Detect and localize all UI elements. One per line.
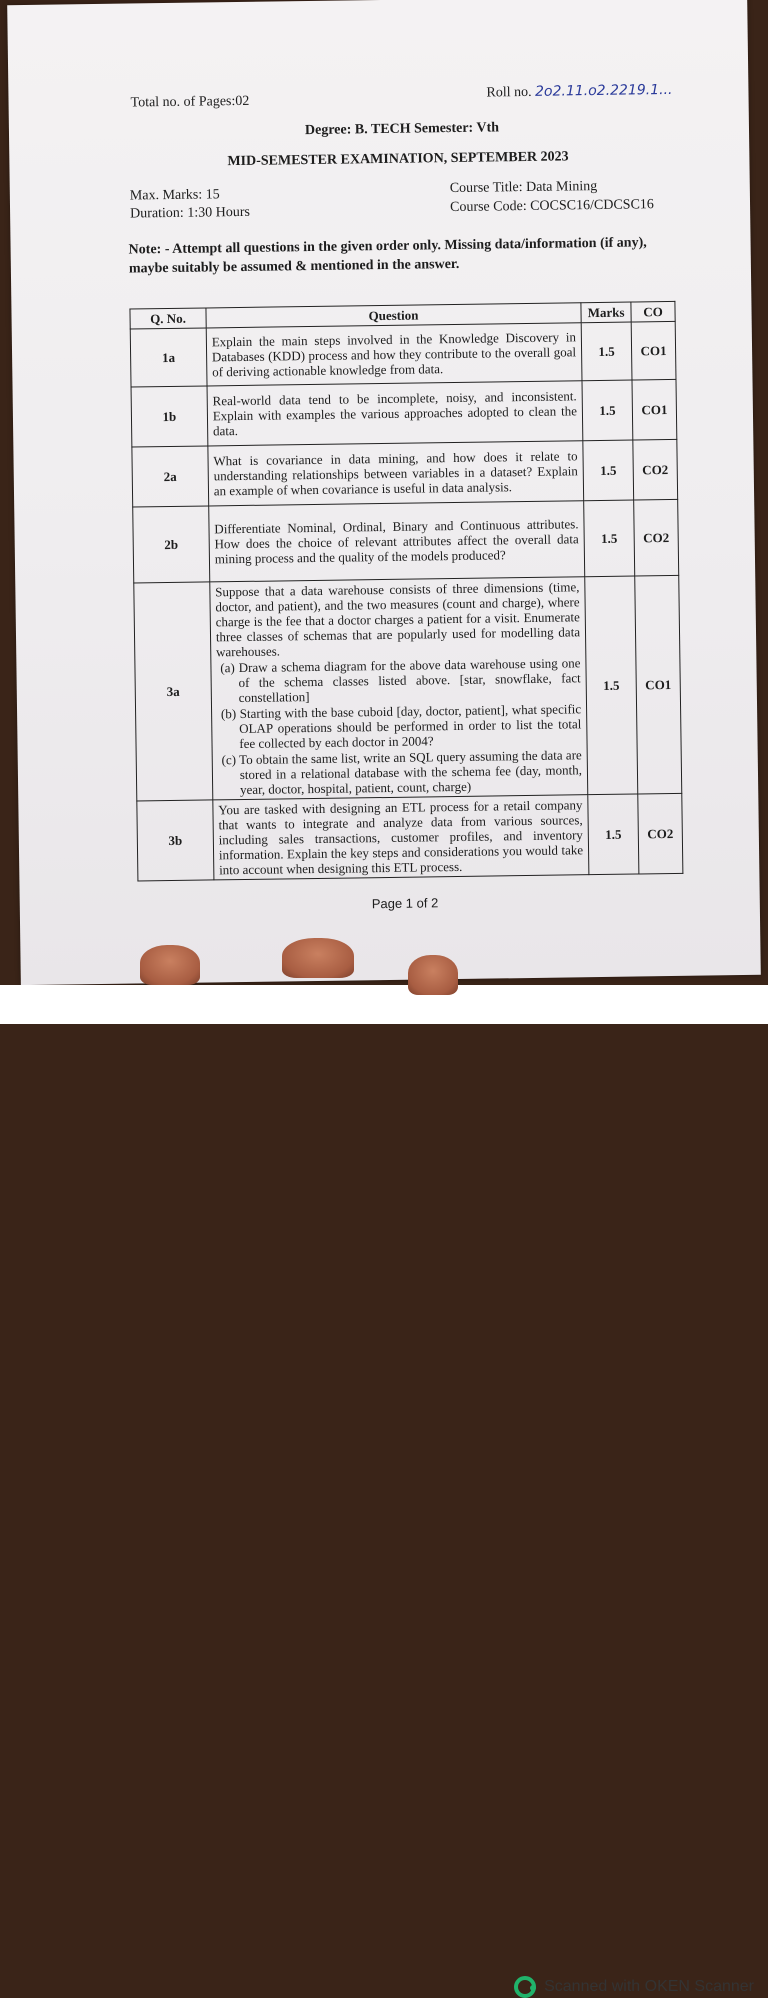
course-title: Course Title: Data Mining — [449, 178, 598, 197]
exam-title: MID-SEMESTER EXAMINATION, SEPTEMBER 2023 — [227, 149, 569, 170]
question-number: 1a — [130, 328, 207, 387]
question-marks: 1.5 — [581, 322, 632, 381]
course-code: Course Code: COCSC16/CDCSC16 — [449, 197, 654, 216]
roll-number — [486, 82, 672, 102]
question-number: 3a — [134, 582, 213, 801]
question-marks: 1.5 — [582, 380, 633, 441]
scanner-badge — [514, 1976, 754, 1998]
degree-line: Degree: B. TECH Semester: Vth — [304, 120, 500, 139]
exam-note: Note: - Attempt all questions in the given order only. Missing data/information (if any), maybe suitably be assumed & mentioned in the answer. — [128, 235, 647, 277]
finger-middle — [282, 938, 354, 978]
table-row — [132, 439, 678, 507]
question-number: 2b — [133, 506, 210, 583]
question-number: 1b — [131, 386, 208, 447]
sub-question-a: (a) Draw a schema diagram for the above data warehouse using one of the schema classes listed above. [star, snowflake, fact constellation] — [220, 655, 581, 706]
duration: Duration: 1:30 Hours — [130, 204, 250, 222]
question-text: Suppose that a data warehouse consists of three dimensions (time, doctor, and patient), and the two measures (count and charge), where charge is the fee that a doctor charges a patient for a visit. Enumerate three classes of schemas that are popularly used for modelling data warehouses. — [215, 579, 581, 660]
table-row — [137, 793, 683, 881]
question-co: CO1 — [632, 379, 677, 440]
scanner-label: Scanned with OKEN Scanner — [544, 1978, 754, 1995]
scanner-footer — [0, 985, 768, 1995]
header-question: Question — [206, 303, 581, 328]
page-number: Page 1 of 2 — [371, 895, 439, 912]
roll-label: Roll no. — [486, 84, 532, 101]
total-pages: Total no. of Pages:02 — [130, 93, 250, 111]
question-co: CO2 — [634, 499, 679, 576]
question-text: Real-world data tend to be incomplete, noisy, and inconsistent. Explain with examples the various approaches adopted to clean the data. — [207, 381, 583, 446]
question-number: 3b — [137, 800, 214, 881]
question-co: CO2 — [638, 793, 683, 874]
question-marks: 1.5 — [585, 576, 638, 795]
sub-question-c: (c) To obtain the same list, write an SQL query assuming the data are stored in a relational database with the schema fee (day, month, year, doctor, hospital, patient, count, charge) — [221, 747, 583, 798]
header-co: CO — [631, 301, 675, 322]
sub-question-b: (b) Starting with the base cuboid [day, doctor, patient], what specific OLAP operations should be performed in order to list the total fee collected by each doctor in 2004? — [220, 701, 582, 752]
table-row — [133, 499, 679, 583]
table-row — [134, 575, 682, 801]
question-text: You are tasked with designing an ETL process for a retail company that wants to integrate and analyze data from various sources, including sales transactions, customer profiles, and inventory information. Explain the key steps and considerations you would take into account when designing this ETL process. — [213, 795, 589, 880]
question-table — [129, 301, 683, 882]
question-marks: 1.5 — [584, 500, 635, 577]
question-text: Differentiate Nominal, Ordinal, Binary and Continuous attributes. How does the choice of relevant attributes affect the overall data mining process and the quality of the models produced? — [209, 501, 585, 582]
table-row — [131, 379, 677, 447]
question-co: CO1 — [635, 575, 682, 794]
question-text: What is covariance in data mining, and how does it relate to understanding relationships between variables in a dataset? Explain an example of when covariance is useful in data analysis. — [208, 441, 584, 506]
question-text-block — [210, 577, 588, 800]
question-co: CO1 — [631, 321, 676, 380]
question-text: Explain the main steps involved in the Knowledge Discovery in Databases (KDD) process and how they contribute to the overall goal of deriving actionable knowledge from data. — [206, 323, 582, 386]
max-marks: Max. Marks: 15 — [129, 187, 220, 204]
table-row — [130, 321, 676, 387]
question-marks: 1.5 — [588, 794, 639, 875]
finger-right — [408, 955, 458, 995]
question-marks: 1.5 — [583, 440, 634, 501]
header-marks: Marks — [581, 302, 631, 323]
question-co: CO2 — [633, 439, 678, 500]
scanner-logo-icon — [514, 1976, 536, 1998]
question-number: 2a — [132, 446, 209, 507]
header-qno: Q. No. — [130, 308, 206, 329]
exam-paper — [7, 0, 761, 985]
roll-value: 2o2.11.o2.2219.1... — [534, 81, 673, 100]
finger-left — [140, 945, 200, 985]
